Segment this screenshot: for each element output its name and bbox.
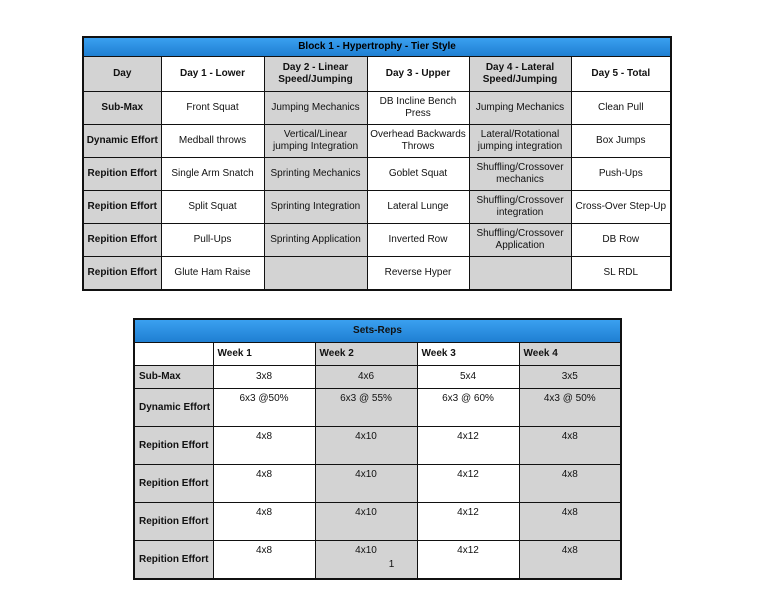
table-row	[83, 158, 671, 191]
table-cell	[264, 257, 367, 291]
table-cell: Split Squat	[161, 191, 264, 224]
table-cell: Jumping Mechanics	[469, 92, 571, 125]
table-cell: DB Row	[571, 224, 671, 257]
row-label: Repition Effort	[83, 158, 161, 191]
row-label: Repition Effort	[134, 465, 213, 503]
table-cell: Clean Pull	[571, 92, 671, 125]
table-cell: 3x8	[213, 366, 315, 389]
table-cell: Reverse Hyper	[367, 257, 469, 291]
table-cell: 4x10	[315, 541, 417, 580]
table-title-row	[83, 37, 671, 57]
table-cell: DB Incline Bench Press	[367, 92, 469, 125]
table-cell: Overhead Backwards Throws	[367, 125, 469, 158]
table-cell: 6x3 @ 55%	[315, 389, 417, 427]
table-cell: Goblet Squat	[367, 158, 469, 191]
table-cell: 4x12	[417, 427, 519, 465]
table-row	[134, 503, 621, 541]
header-cell: Day 4 - Lateral Speed/Jumping	[469, 57, 571, 92]
header-cell: Week 3	[417, 343, 519, 366]
header-cell: Week 1	[213, 343, 315, 366]
table-cell: Sprinting Mechanics	[264, 158, 367, 191]
table-cell: Push-Ups	[571, 158, 671, 191]
table-cell: Shuffling/Crossover mechanics	[469, 158, 571, 191]
table-row	[83, 257, 671, 291]
row-label: Repition Effort	[134, 427, 213, 465]
table-cell: 3x5	[519, 366, 621, 389]
tier-style-table	[82, 36, 672, 291]
table-cell: Lateral Lunge	[367, 191, 469, 224]
table-cell: 4x6	[315, 366, 417, 389]
table-cell: Medball throws	[161, 125, 264, 158]
table-row	[83, 92, 671, 125]
table-cell: Glute Ham Raise	[161, 257, 264, 291]
table-cell: 6x3 @ 60%	[417, 389, 519, 427]
table-cell: 4x12	[417, 541, 519, 580]
row-label: Sub-Max	[134, 366, 213, 389]
header-cell: Day	[83, 57, 161, 92]
row-label: Repition Effort	[134, 503, 213, 541]
table-title: Sets-Reps	[134, 319, 621, 343]
table-row	[83, 191, 671, 224]
table-cell: Lateral/Rotational jumping integration	[469, 125, 571, 158]
table-cell: 4x10	[315, 503, 417, 541]
header-cell: Week 4	[519, 343, 621, 366]
table-cell: Inverted Row	[367, 224, 469, 257]
table-cell: Single Arm Snatch	[161, 158, 264, 191]
header-cell: Day 3 - Upper	[367, 57, 469, 92]
table-cell: Vertical/Linear jumping Integration	[264, 125, 367, 158]
row-label: Sub-Max	[83, 92, 161, 125]
table-cell: 4x10	[315, 465, 417, 503]
table-cell: 4x8	[519, 541, 621, 580]
row-label: Dynamic Effort	[83, 125, 161, 158]
table-row	[134, 389, 621, 427]
header-cell: Week 2	[315, 343, 417, 366]
row-label: Repition Effort	[83, 191, 161, 224]
table-cell: Pull-Ups	[161, 224, 264, 257]
table-cell: 4x10	[315, 427, 417, 465]
table-row	[134, 427, 621, 465]
table-cell: 4x8	[519, 503, 621, 541]
row-label: Repition Effort	[83, 257, 161, 291]
table-cell: Shuffling/Crossover integration	[469, 191, 571, 224]
table-cell: 4x8	[519, 465, 621, 503]
table-cell: Shuffling/Crossover Application	[469, 224, 571, 257]
table-cell: Jumping Mechanics	[264, 92, 367, 125]
sets-reps-table	[133, 318, 622, 580]
table-cell: Front Squat	[161, 92, 264, 125]
table-cell: 4x12	[417, 503, 519, 541]
table-row	[83, 125, 671, 158]
table-cell: Cross-Over Step-Up	[571, 191, 671, 224]
table-cell: 4x8	[213, 465, 315, 503]
table-title-row	[134, 319, 621, 343]
table-row	[134, 465, 621, 503]
table-cell: 4x8	[213, 503, 315, 541]
header-cell: Day 1 - Lower	[161, 57, 264, 92]
table-header-row	[83, 57, 671, 92]
table-cell: 4x3 @ 50%	[519, 389, 621, 427]
table-header-row	[134, 343, 621, 366]
table-cell: Sprinting Integration	[264, 191, 367, 224]
table-cell: Box Jumps	[571, 125, 671, 158]
row-label: Repition Effort	[134, 541, 213, 580]
table-cell: 4x8	[213, 541, 315, 580]
table-row	[83, 224, 671, 257]
header-cell: Day 2 - Linear Speed/Jumping	[264, 57, 367, 92]
table-cell: SL RDL	[571, 257, 671, 291]
table-row	[134, 366, 621, 389]
page-number: 1	[388, 559, 395, 570]
table-cell: 4x8	[213, 427, 315, 465]
table-cell: 6x3 @50%	[213, 389, 315, 427]
table-title: Block 1 - Hypertrophy - Tier Style	[83, 37, 671, 57]
table-cell: 4x8	[519, 427, 621, 465]
table-cell	[469, 257, 571, 291]
table-cell: Sprinting Application	[264, 224, 367, 257]
header-cell: Day 5 - Total	[571, 57, 671, 92]
table-cell: 4x12	[417, 465, 519, 503]
header-cell	[134, 343, 213, 366]
table-cell: 5x4	[417, 366, 519, 389]
row-label: Repition Effort	[83, 224, 161, 257]
row-label: Dynamic Effort	[134, 389, 213, 427]
